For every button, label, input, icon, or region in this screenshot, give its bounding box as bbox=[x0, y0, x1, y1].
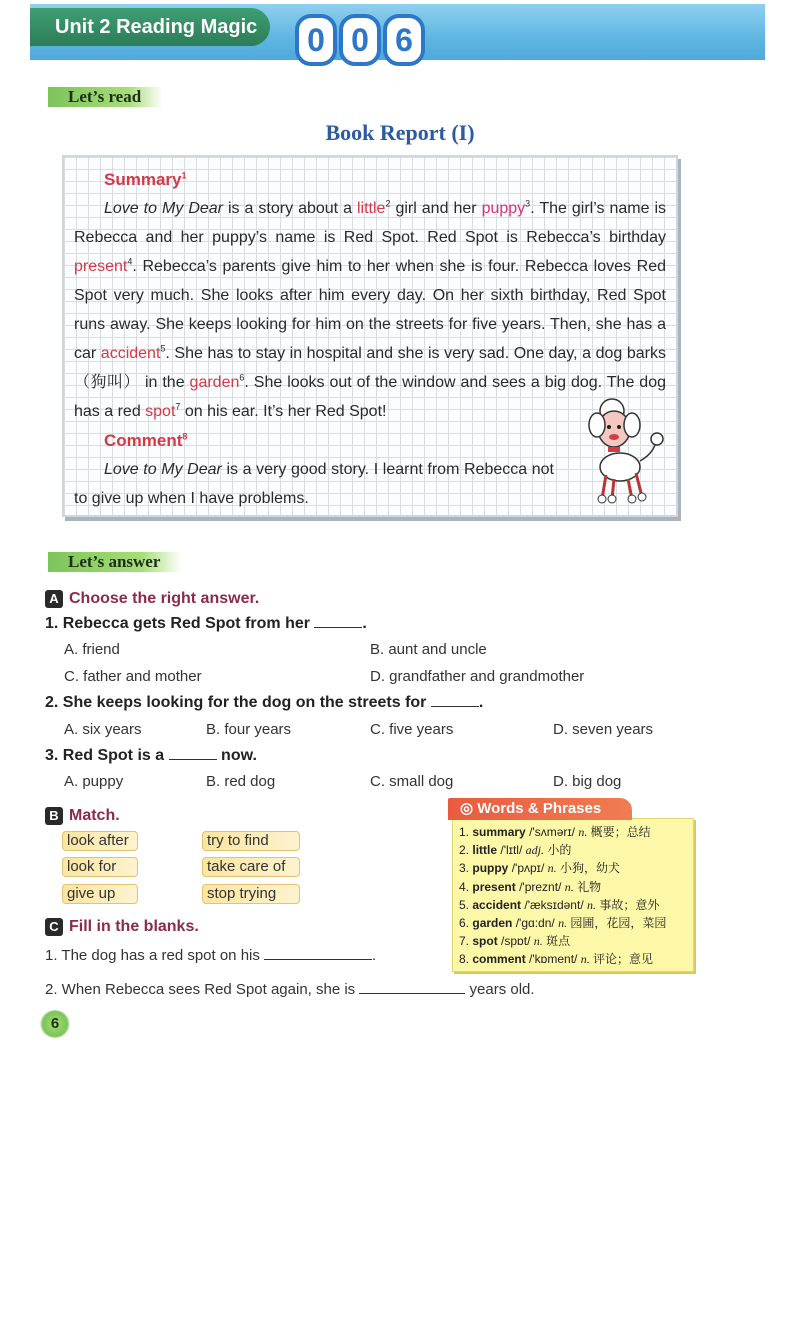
answer-blank[interactable] bbox=[169, 759, 217, 760]
section-label-answer: Let’s answer bbox=[48, 552, 182, 572]
option[interactable]: A. friend bbox=[64, 641, 120, 658]
match-item-left[interactable]: give up bbox=[62, 884, 138, 904]
option[interactable]: B. red dog bbox=[206, 773, 276, 790]
vocab-item: 4. present /'preznt/ n. 礼物 bbox=[459, 879, 602, 894]
part-b-title: Match. bbox=[69, 807, 120, 824]
vocab-list bbox=[453, 819, 693, 969]
part-c-title: Fill in the blanks. bbox=[69, 918, 199, 935]
page-code-digit: 6 bbox=[383, 14, 425, 66]
option[interactable]: D. big dog bbox=[553, 773, 622, 790]
match-item-right[interactable]: try to find bbox=[202, 831, 300, 851]
words-phrases-title: ◎ Words & Phrases bbox=[448, 798, 632, 820]
page-code bbox=[295, 14, 425, 66]
answer-blank[interactable] bbox=[359, 993, 465, 994]
option[interactable]: C. father and mother bbox=[64, 668, 202, 685]
option[interactable]: A. puppy bbox=[64, 773, 124, 790]
unit-title: Unit 2 Reading Magic bbox=[30, 8, 270, 46]
match-item-left[interactable]: look for bbox=[62, 857, 138, 877]
vocab-item: 2. little /'lɪtl/ adj. 小的 bbox=[459, 843, 572, 858]
page-code-digit: 0 bbox=[339, 14, 381, 66]
match-item-left[interactable]: look after bbox=[62, 831, 138, 851]
option[interactable]: D. seven years bbox=[553, 721, 654, 738]
fill-question-2: 2. When Rebecca sees Red Spot again, she is years old. bbox=[45, 981, 535, 998]
part-a-title: Choose the right answer. bbox=[69, 590, 260, 607]
answer-blank[interactable] bbox=[264, 959, 372, 960]
question-1: 1. Rebecca gets Red Spot from her . bbox=[45, 615, 367, 632]
vocab-item: 7. spot /spɒt/ n. 斑点 bbox=[459, 934, 571, 949]
summary-paragraph: Love to My Dear is a story about a little$^2$ girl and her puppy$^3$. The girl’s name is Rebecca and her puppy’s name is Red Spot. Red Spot is Rebecca’s birthday present$^4$. Rebecca’s parents give him to her when she is four. Rebecca loves Red Spot very much. She looks after him every day. On her sixth birthday, Red Spot runs away. She keeps looking for him on the streets for five years. Then, she has a car accident$^5$. She has to stay in hospital and she is very sad. One day, a dog barks（狗叫） in the garden$^6$. She looks out of the window and sees a big dog. The dog has a red spot$^7$ on his ear. It’s her Red Spot! bbox=[74, 198, 667, 420]
part-c-heading bbox=[45, 918, 199, 936]
section-label-read: Let’s read bbox=[48, 87, 163, 107]
report-panel bbox=[62, 155, 678, 517]
option[interactable]: B. four years bbox=[206, 721, 292, 738]
report-text bbox=[74, 165, 666, 513]
page-number: 6 bbox=[40, 1010, 70, 1038]
answer-blank[interactable] bbox=[314, 627, 362, 628]
part-b-badge: B bbox=[45, 807, 63, 825]
part-a-badge: A bbox=[45, 590, 63, 608]
summary-heading: Summary$^1$ bbox=[104, 170, 187, 189]
answer-blank[interactable] bbox=[431, 706, 479, 707]
option[interactable]: B. aunt and uncle bbox=[370, 641, 487, 658]
vocab-item: 1. summary /'sʌmərɪ/ n. 概要；总结 bbox=[459, 825, 651, 839]
vocab-item: 8. comment /'kɒment/ n. 评论；意见 bbox=[459, 952, 654, 967]
option[interactable]: C. small dog bbox=[370, 773, 454, 790]
vocab-item: 3. puppy /'pʌpɪ/ n. 小狗，幼犬 bbox=[459, 861, 620, 876]
page-code-digit: 0 bbox=[295, 14, 337, 66]
question-3: 3. Red Spot is a now. bbox=[45, 747, 257, 764]
option[interactable]: D. grandfather and grandmother bbox=[370, 668, 585, 685]
poodle-illustration bbox=[582, 395, 666, 505]
question-2: 2. She keeps looking for the dog on the streets for . bbox=[45, 694, 484, 711]
option[interactable]: A. six years bbox=[64, 721, 142, 738]
part-c-badge: C bbox=[45, 918, 63, 936]
vocab-item: 5. accident /'æksɪdənt/ n. 事故；意外 bbox=[459, 897, 660, 912]
option[interactable]: C. five years bbox=[370, 721, 454, 738]
part-b-heading bbox=[45, 807, 120, 825]
book-report-title: Book Report (I) bbox=[325, 120, 475, 145]
comment-heading: Comment$^8$ bbox=[104, 431, 188, 450]
vocab-item: 6. garden /'gɑ:dn/ n. 园圃，花园，菜园 bbox=[459, 916, 667, 931]
match-item-right[interactable]: stop trying bbox=[202, 884, 300, 904]
comment-paragraph: Love to My Dear is a very good story. I learnt from Rebecca not to give up when I have problems. bbox=[74, 461, 555, 507]
part-a-heading bbox=[45, 590, 259, 608]
words-phrases-box bbox=[452, 818, 694, 972]
match-item-right[interactable]: take care of bbox=[202, 857, 300, 877]
fill-question-1: 1. The dog has a red spot on his . bbox=[45, 947, 377, 964]
